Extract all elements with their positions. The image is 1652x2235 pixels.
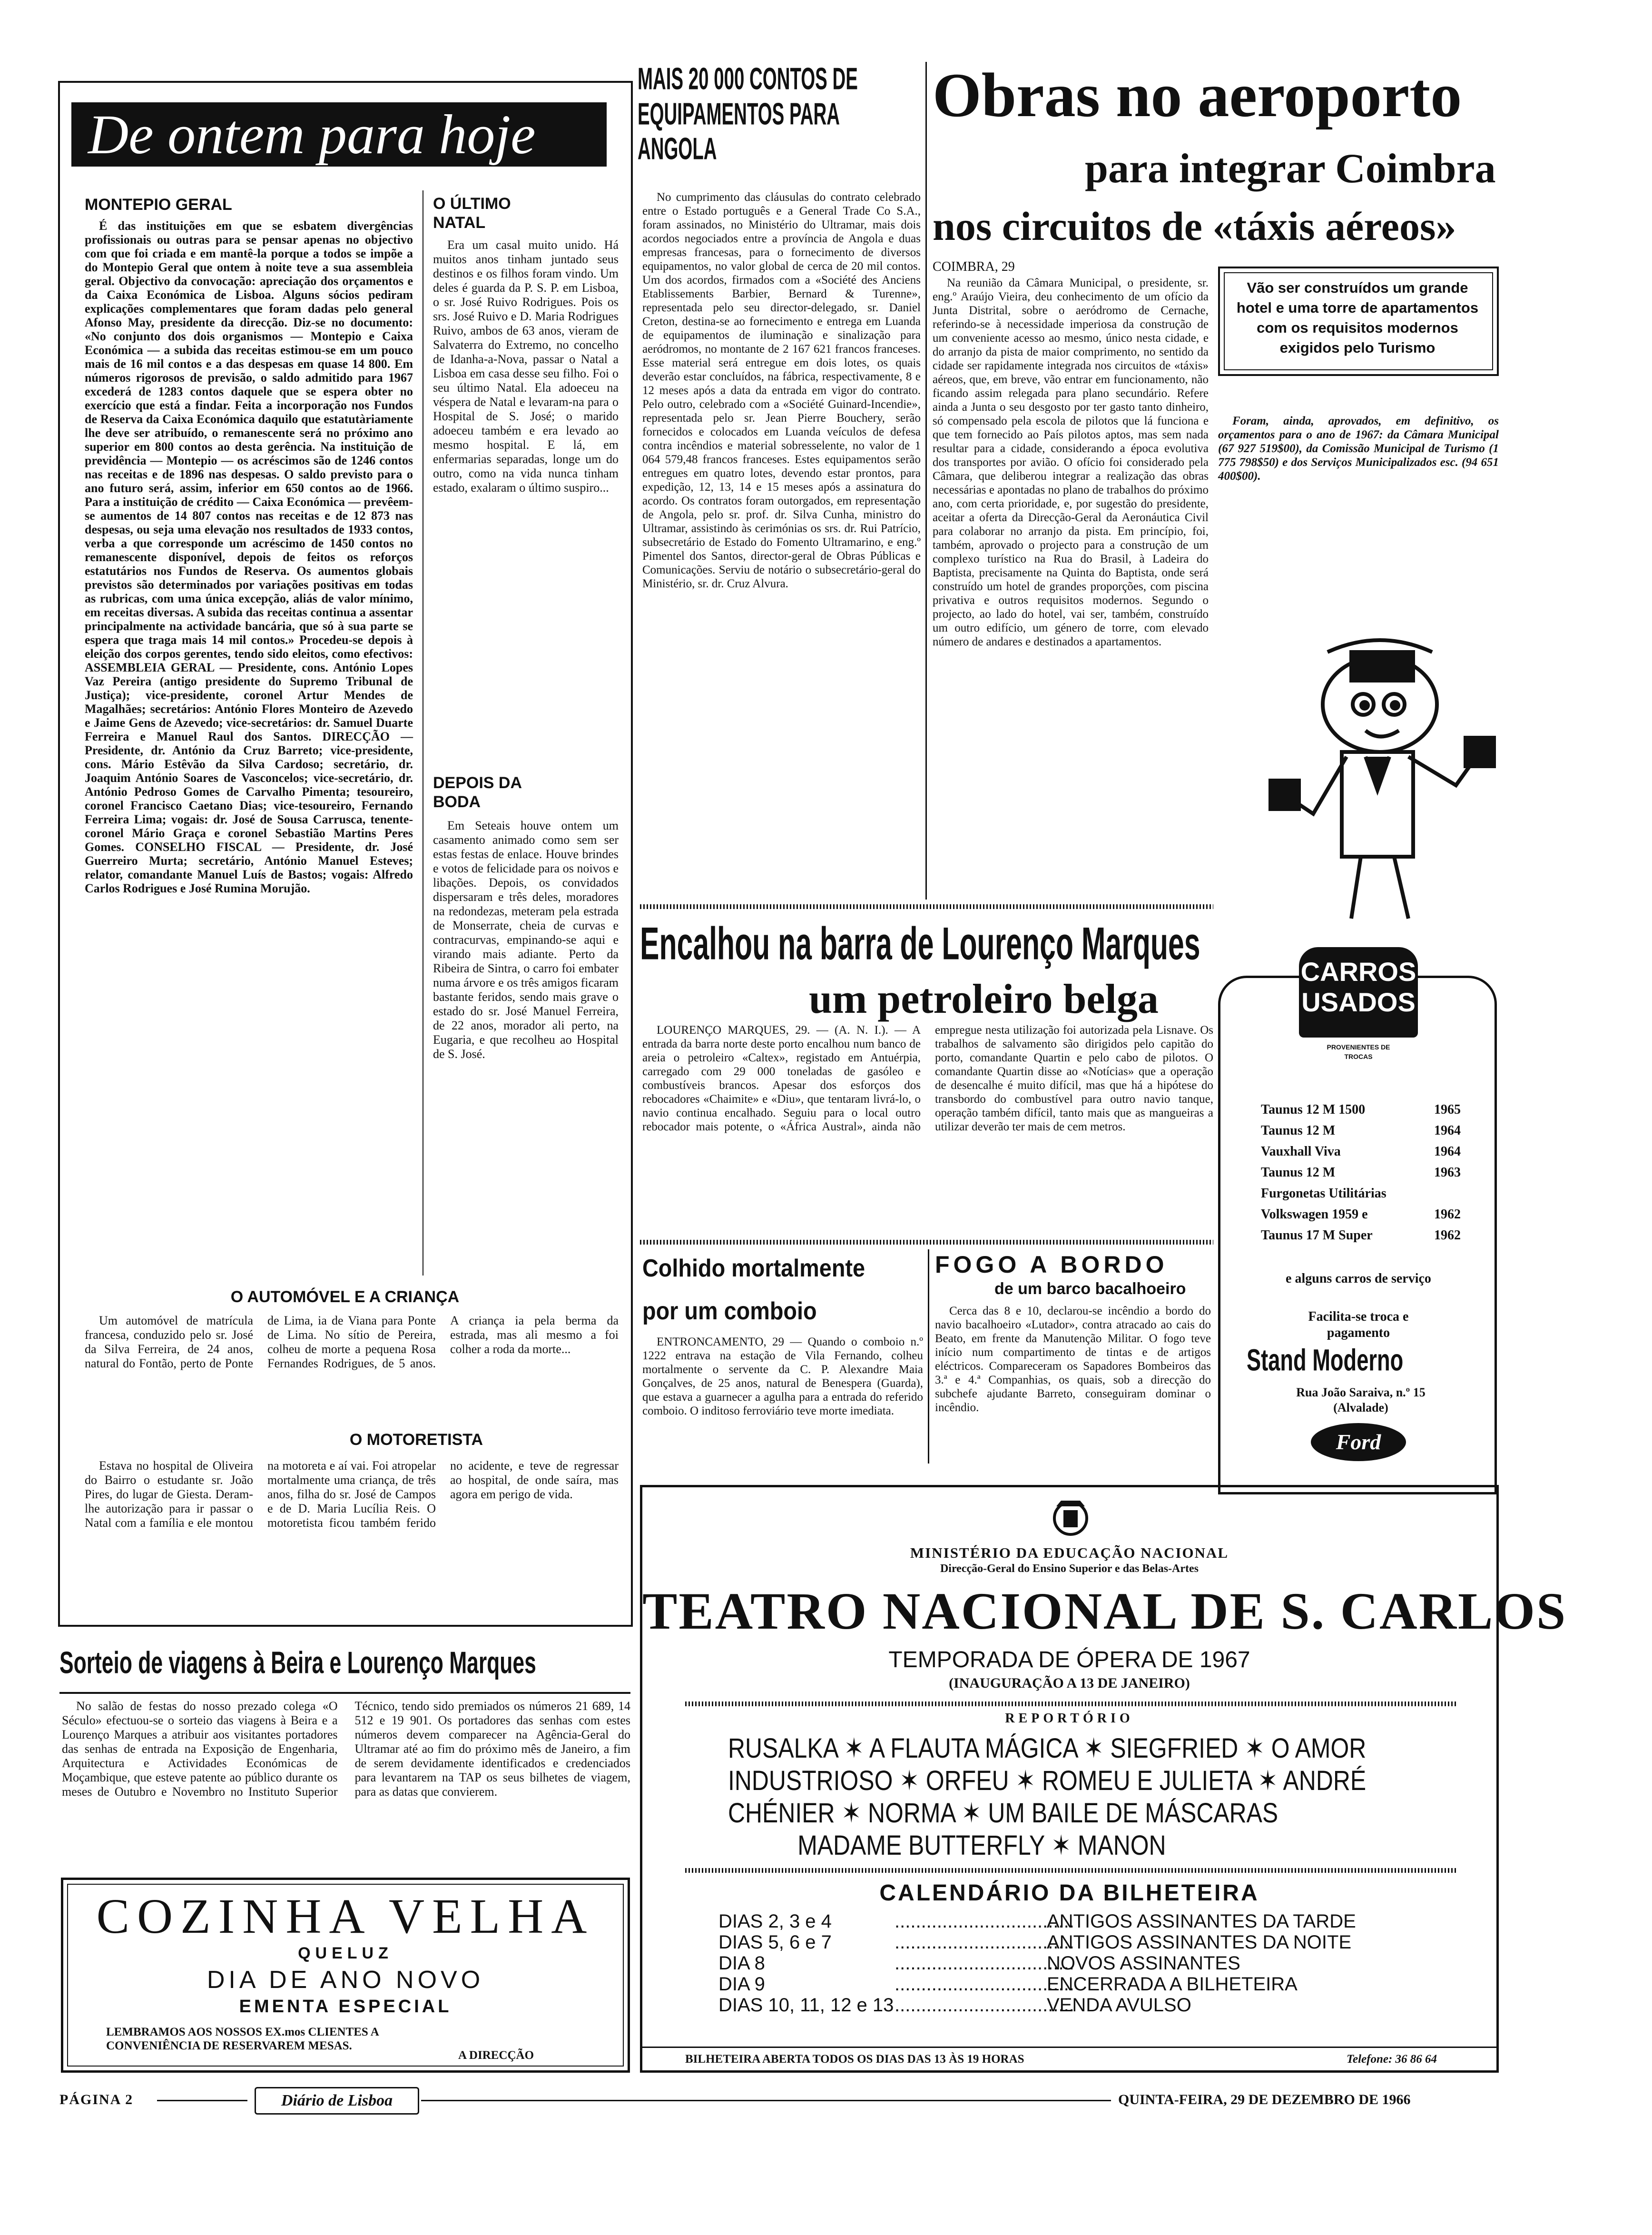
aeroporto-title: Obras no aeroporto — [933, 60, 1462, 130]
sao-carlos-ad — [640, 1485, 1567, 2073]
sao-carlos-title: TEATRO NACIONAL DE S. CARLOS — [642, 1582, 1567, 1640]
cozinha-sign: A DIRECÇÃO — [458, 2049, 534, 2062]
footer-paper-text: Diário de Lisboa — [281, 2092, 393, 2109]
footer-page: PÁGINA 2 — [59, 2092, 134, 2107]
rep-line: CHÉNIER ✶ NORMA ✶ UM BAILE DE MÁSCARAS — [728, 1798, 1278, 1829]
carros-title2: USADOS — [1301, 987, 1416, 1017]
montepio-body: É das instituições em que se esbatem divergências profissionais ou outras para se pensar apenas no objectivo com que foi criada e em mantê-la porque a todos se impõe a do Montepio Geral que ontem à noite teve a sua assembleia geral. Objectivo da convocação: apreciação dos orçamentos e da Caixa Económica de Lisboa. Alguns sócios pediram explicações complementares que foram dadas pelo general Afonso May, presidente da direcção. Diz-se no documento: «No conjunto dos dois organismos — Montepio e Caixa Económica — a subida das receitas estimou-se em um pouco mais de 16 mil contos e a das despesas em quase 14 800. Em números rigorosos de previsão, o saldo admitido para 1967 excederá de 1283 contos daquele que se espera obter no exercício que está a findar. Feita a incorporação nos Fundos de Reserva da Caixa Económica daquilo que estatutàriamente lhe deve ser atribuído, o remanescente será no próximo ano superior em 800 contos ao desta gerência. Na instituição de previdência — Montepio — os acréscimos são de 1246 contos nas receitas e de 1896 nas despesas. O saldo previsto para o ano futuro será, assim, inferior em 650 contos ao de 1966. Para a instituição de crédito — Caixa Económica — prevêem-se aumentos de 14 807 contos nas receitas e de 12 873 nas despesas, ou seja uma elevação nos resultados de 1933 contos, verba a que corresponde um acréscimo de 1450 contos no remanescente disponível, depois de feitos os reforços estatutários nos Fundos de Reserva. Os aumentos globais previstos são determinados por variações positivas em todas as rubricas, com uma única excepção, aliás de valor mínimo, em receitas diversas. A subida das receitas continua a assentar principalmente na actividade bancária, que só à sua parte se espera que traga mais 14 mil contos.» Procedeu-se depois à eleição dos corpos gerentes, tendo sido eleitos, como efectivos: ASSEMBLEIA GERAL — Presidente, cons. António Lopes Vaz Pereira (antigo presidente do Supremo Tribunal de Justiça); vice-presidente, coronel Artur Mendes de Magalhães; secretários: António Flores Monteiro de Azevedo e Jaime Gens de Azevedo; vice-secretários: dr. Samuel Duarte Ferreira e Manuel Raul dos Santos. DIRECÇÃO — Presidente, dr. António da Cruz Barreto; vice-presidente, cons. Mário Estêvão da Silva Cardoso; secretário, dr. Joaquim António Soares de Vasconcelos; vice-secretário, dr. António Pedroso Gomes de Carvalho Pimenta; tesoureiro, coronel Francisco Caetano Dias; vice-tesoureiro, Fernando Ferreira Lima; vogais: dr. José de Sousa Carrusca, tenente-coronel Mário Graça e coronel Sebastião Martins Peres Gomes. CONSELHO FISCAL — Presidente, dr. José Guerreiro Murta; secretário, António Manuel Esteves; relator, comandante Manuel Luís de Bastos; vogais: Alfredo Carlos Rodrigues e José Rumina Morujão. — [85, 219, 413, 895]
opening: (INAUGURAÇÃO A 13 DE JANEIRO) — [949, 1675, 1190, 1691]
ford-logo — [1311, 1423, 1406, 1461]
montepio-text — [85, 219, 413, 1276]
fogo-title1: FOGO A BORDO — [935, 1251, 1168, 1278]
cozinha-line2: EMENTA ESPECIAL — [239, 1997, 452, 2017]
automovel-text — [85, 1314, 619, 1428]
aeroporto-box — [1218, 267, 1499, 376]
ultimo-natal-body: Era um casal muito unido. Há muitos anos tinham juntado seus destinos e os filhos foram vindo. Um deles é guarda da P. S. P. em Lisboa, o sr. José Ruivo Rodrigues. Pois os srs. José Ruivo e D. Maria Rodrigues Ruivo, ambos de 63 anos, vieram de Salvaterra do Extremo, no concelho de Idanha-a-Nova, passar o Natal a Lisboa em casa desse seu filho. Foi o seu último Natal. Ela adoeceu na véspera de Natal e levaram-na para o Hospital de S. José; o marido adoeceu também e era levado ao mesmo hospital. E lá, em enfermarias separadas, longe um do outro, como na vida nunca tinham estado, exalaram o último suspiro... — [433, 238, 619, 494]
depois-boda-body: Em Seteais houve ontem um casamento animado como sem ser estas festas de enlace. Houve brindes e votos de felicidade para os noivos e libações. Depois, os convidados dispersaram e três deles, moradores na redondezas, meteram pela estrada de Monserrate, cheia de curvas e contracurvas, empinando-se aqui e virando mais adiante. Perto da Ribeira de Sintra, o carro foi embater numa árvore e os três amigos ficaram bastante feridos, sendo mais grave o estado do sr. José Manuel Ferreira, de 22 anos, morador ali perto, na Eugaria, e que recolheu ao Hospital de S. José. — [433, 819, 619, 1061]
petroleiro-body: LOURENÇO MARQUES, 29. — (A. N. I.). — A entrada da barra norte deste porto encalhou num banco de areia o petroleiro «Caltex», registado em Antuérpia, carregado com 29 000 toneladas de gasóleo e combustíveis brancos. Apesar dos esforços dos rebocadores «Chaimite» e «Diu», que tentaram livrá-lo, o navio continua encalhado. Seguiu para o local outro rebocador mais potente, o «África Austral», ainda não empregue nesta utilização foi autorizada pela Lisnave. Os trabalhos de salvamento são dirigidos pelo capitão do porto, comandante Quartin e pelo cabo de pilotos. O comandante Quartin disse ao «Notícias» que a operação de desencalhe é muito difícil, mas que há a hipótese do transbordo do combustível para outro navio tanque, operação também difícil, tanto mais que as mangueiras a utilizar deverão ter mais de cem metros. — [642, 1024, 1213, 1133]
carros-extra1: e alguns carros de serviço — [1286, 1271, 1431, 1286]
carros-ad — [1218, 947, 1499, 1499]
depois-boda-text — [433, 819, 619, 1271]
ford-logo-text: Ford — [1336, 1430, 1381, 1454]
carros-title1: CARROS — [1300, 957, 1416, 987]
footer-date: QUINTA-FEIRA, 29 DE DEZEMBRO DE 1966 — [1118, 2092, 1411, 2107]
ultimo-natal-title: O ÚLTIMO NATAL — [433, 195, 511, 232]
montepio-title: MONTEPIO GERAL — [85, 196, 232, 214]
angola-body: No cumprimento das cláusulas do contrato celebrado entre o Estado português e a General Trade Co S.A., foram assinados, no Ministério do Ultramar, mais dois acordos negociados entre a província de Angola e duas empresas francesas, para o fornecimento de diversos equipamentos, no valor global de cerca de 20 mil contos. Um dos acordos, firmados com a «Société des Anciens Etablissements Barbier, Bernard & Turenne», representada pelo seu director-delegado, sr. Daniel Creton, destina-se ao fornecimento e entrega em Luanda de equipamentos de iluminação e sinalização para aeródromos, no montante de 2 167 621 francos franceses. Esse material será entregue em dois lotes, os quais deverão estar concluídos, na fábrica, respectivamente, 8 e 12 meses após a data da entrada em vigor do contrato. Pelo outro, celebrado com a «Société Guinard-Incendie», representada pelo sr. Jean Pierre Bouchery, serão fornecidos e colocados em Luanda veículos de defesa contra incêndios e material sobresselente, no valor de 1 064 579,48 francos franceses. Estes equipamentos serão entregues em quatro lotes, devendo estar prontos, para expedição, 12, 13, 14 e 15 meses após a assinatura do acordo. Os contratos foram outorgados, em representação de Angola, pelo sr. prof. dr. Silva Cunha, ministro do Ultramar, assistindo às cerimónias os srs. dr. Rui Patrício, subsecretário de Estado do Fomento Ultramarino, e eng.º Pimentel dos Santos, director-geral de Obras Públicas e Comunicações. Serviu de notário o subsecretário-geral do Ministério, sr. dr. Cruz Alvura. — [642, 191, 921, 590]
ultimo-natal-text — [433, 238, 619, 766]
carros-row: Furgonetas Utilitárias — [1261, 1186, 1386, 1201]
cal-title: CALENDÁRIO DA BILHETEIRA — [879, 1880, 1259, 1906]
carros-row: Taunus 12 M 1963 — [1261, 1165, 1461, 1180]
rep-line: MADAME BUTTERFLY ✶ MANON — [797, 1830, 1166, 1861]
carros-list — [1261, 1099, 1461, 1246]
sorteio-title: Sorteio de viagens à Beira e Lourenço Marques — [59, 1645, 536, 1680]
depois-boda-title: DEPOIS DA BODA — [433, 774, 521, 811]
petroleiro-title2: um petroleiro belga — [809, 976, 1159, 1022]
carros-row: Volkswagen 1959 e 1962 — [1261, 1207, 1461, 1222]
angola-title — [638, 62, 859, 167]
rep-line: RUSALKA ✶ A FLAUTA MÁGICA ✶ SIEGFRIED ✶ O AMOR — [728, 1733, 1367, 1764]
aeroporto-text-1 — [933, 276, 1209, 895]
automovel-body: Um automóvel de matrícula francesa, conduzido pelo sr. José da Silva Ferreira, de 24 anos, natural do Fontão, perto de Ponte de Lima, ia de Viana para Ponte de Lima. No sítio de Pereira, colheu de morte a pequena Rosa Fernandes Rodrigues, de 5 anos. A criança ia pela berma da estrada, mas ali mesmo a foi colher a roda da morte... — [85, 1314, 619, 1370]
motoretista-body: Estava no hospital de Oliveira do Bairro o estudante sr. João Pires, do lugar de Giesta. Deram-lhe autorização para ir passar o Natal com a família e ele montou na motoreta e aí vai. Foi atropelar mortalmente uma criança, de três anos, filha do sr. José de Campos e de D. Maria Lucília Reis. O motoretista ficou também ferido no acidente, e teve de regressar ao hospital, de onde saíra, mas agora em perigo de vida. — [85, 1459, 619, 1530]
carros-tag: PROVENIENTES DE TROCAS — [1327, 1043, 1390, 1060]
aeroporto-italic: Foram, ainda, aprovados, em definitivo, os orçamentos para o ano de 1967: da Câmara Municipal (67 927 519$00), da Comissão Municipal de Turismo (1 775 798$50) e dos Serviços Municipalizados esc. (94 651 400$00). — [1218, 415, 1499, 483]
cozinha-place: QUELUZ — [298, 1944, 393, 1962]
direction: Direcção-Geral do Ensino Superior e das Belas-Artes — [940, 1563, 1199, 1575]
carros-row: Taunus 12 M 1964 — [1261, 1123, 1461, 1138]
carros-row: Vauxhall Viva 1964 — [1261, 1144, 1461, 1159]
comboio-title1: Colhido mortalmente — [642, 1255, 865, 1282]
banner-title: De ontem para hoje — [88, 103, 536, 166]
aeroporto-box-text: Vão ser construídos um grande hotel e uma torre de apartamentos com os requisitos modernos exigidos pelo Turismo — [1236, 279, 1479, 356]
calendar — [718, 1911, 1423, 2016]
cozinha-title: COZINHA VELHA — [96, 1889, 595, 1944]
motoretista-title: O MOTORETISTA — [349, 1431, 483, 1449]
fogo-text — [935, 1304, 1211, 1466]
ministry: MINISTÉRIO DA EDUCAÇÃO NACIONAL — [910, 1544, 1229, 1561]
cozinha-ad — [61, 1878, 630, 2073]
cal-row: DIA 9 .................................. ENCERRADA A BILHETEIRA — [718, 1974, 1298, 1995]
aeroporto-text-2 — [1218, 414, 1499, 614]
rep-line: INDUSTRIOSO ✶ ORFEU ✶ ROMEU E JULIETA ✶ ANDRÉ — [728, 1765, 1367, 1796]
petroleiro-title1: Encalhou na barra de Lourenço Marques — [640, 918, 1200, 969]
carros-stand: Stand Moderno — [1247, 1343, 1404, 1377]
cozinha-line1: DIA DE ANO NOVO — [206, 1966, 484, 1994]
cal-row: DIA 8 .................................. NOVOS ASSINANTES — [718, 1953, 1240, 1974]
season: TEMPORADA DE ÓPERA DE 1967 — [888, 1647, 1250, 1672]
repertoire — [728, 1732, 1367, 1862]
fogo-body: Cerca das 8 e 10, declarou-se incêndio a bordo do navio bacalhoeiro «Lutador», contra atracado ao cais do Beato, em frente da Manutenção Militar. O fogo teve início num compartimento de tintas e de artigos eléctricos. Compareceram os Sapadores Bombeiros das 3.ª e 4.ª Companhias, os quais, sob a direcção do subchefe ajudante Barreto, conseguiram dominar o incêndio. — [935, 1305, 1211, 1414]
ad-illustration — [1256, 633, 1504, 928]
aeroporto-subtitle1: para integrar Coimbra — [1085, 146, 1496, 192]
comboio-body: ENTRONCAMENTO, 29 — Quando o comboio n.º 1222 entrava na estação de Vila Fernando, colheu mortalmente o servente da C. P. Alexandre Maia Gonçalves, de 25 anos, natural de Benespera (Guarda), que estava a guarnecer a agulha para a entrada do referido comboio. O inditoso ferroviário teve morte imediata. — [642, 1335, 923, 1417]
carros-address: Rua João Saraiva, n.º 15 (Alvalade) — [1296, 1385, 1426, 1414]
comboio-text — [642, 1335, 923, 1468]
box-office: BILHETEIRA ABERTA TODOS OS DIAS DAS 13 ÀS 19 HORAS — [685, 2053, 1024, 2066]
carros-row: Taunus 17 M Super 1962 — [1261, 1228, 1461, 1243]
cal-row: DIAS 10, 11, 12 e 13 .................................. VENDA AVULSO — [718, 1995, 1191, 2016]
footer-paper — [255, 2087, 419, 2115]
automovel-title: O AUTOMÓVEL E A CRIANÇA — [230, 1288, 460, 1306]
sorteio-body: No salão de festas do nosso prezado colega «O Século» efectuou-se o sorteio das viagens à Beira e a Lourenço Marques a atribuir aos visitantes portadores das senhas de entrada na Exposição de Engenharia, Arquitectura e Actividades Económicas de Moçambique, que esteve patente ao público durante os meses de Outubro e Novembro no Instituto Superior Técnico, tendo sido premiados os números 21 689, 14 512 e 19 901. Os portadores das senhas com estes números devem comparecer na Agência-Geral do Ultramar até ao fim do próximo mês de Janeiro, a fim de serem devidamente identificados e credenciados para levantarem na TAP os seus bilhetes de viagem, para as datas que convierem. — [62, 1699, 630, 1799]
coat-of-arms-icon — [1047, 1497, 1094, 1540]
sorteio-text — [62, 1699, 630, 1866]
aeroporto-body: Na reunião da Câmara Municipal, o presidente, sr. eng.º Araújo Vieira, deu conhecimento de um ofício da Junta Distrital, sobre o aeródromo de Cernache, referindo-se à necessidade imperiosa da construção de um conveniente acesso ao mesmo, único nesta cidade, e do arranjo da pista de maior comprimento, no sentido da cidade ser rapidamente integrada nos circuitos de «táxis» aéreos, que, em breve, vão entrar em funcionamento, não ficando assim relegada para plano secundário. Refere ainda a Junta o seu desgosto por ter gasto tanto dinheiro, só compensado pela escola de pilotos que lá funciona e que tem fornecido ao País pilotos aptos, mas sem nada resultar para a cidade, considerando a época evolutiva dos transportes por avião. O ofício foi considerado pela Câmara, que deliberou integrar a realização das obras necessárias e apontadas no plano de trabalhos do próximo ano, com certa prioridade, e, por sugestão do presidente, aceitar a oferta da Direcção-Geral da Aeronáutica Civil para colaborar no arranjo da pista. Em princípio, foi, também, aprovado o projecto para a construção de um complexo turístico na Rua do Brasil, à Ladeira do Baptista, precisamente na Quinta do Baptista, onde será construído um hotel de grandes proporções, com piscina privativa e outros requisitos modernos. Segundo o projecto, ao lado do hotel, vai ser, também, construído um outro edifício, um género de torre, com elevado número de andares e destinados a apartamentos. — [933, 277, 1209, 648]
banner — [71, 102, 607, 167]
cal-row: DIAS 2, 3 e 4 .................................. ANTIGOS ASSINANTES DA TARDE — [718, 1911, 1356, 1932]
angola-title-text: MAIS 20 000 CONTOS DE EQUIPAMENTOS PARA ANGOLA — [638, 62, 858, 167]
comboio-title2: por um comboio — [642, 1297, 817, 1325]
rep-label: REPORTÓRIO — [1005, 1711, 1134, 1726]
carros-row: Taunus 12 M 1500 1965 — [1261, 1102, 1461, 1117]
motoretista-text — [85, 1459, 619, 1616]
phone: Telefone: 36 86 64 — [1347, 2053, 1437, 2066]
aeroporto-subtitle2: nos circuitos de «táxis aéreos» — [933, 203, 1456, 249]
aeroporto-dateline: COIMBRA, 29 — [933, 259, 1015, 274]
man-figure-icon — [1270, 640, 1494, 919]
cozinha-notice: LEMBRAMOS AOS NOSSOS EX.mos CLIENTES A CONVENIÊNCIA DE RESERVAREM MESAS. — [106, 2026, 379, 2052]
carros-extra2: Facilita-se troca e pagamento — [1308, 1309, 1409, 1340]
angola-text — [642, 190, 921, 909]
cal-row: DIAS 5, 6 e 7 .................................. ANTIGOS ASSINANTES DA NOITE — [718, 1932, 1352, 1953]
fogo-title2: de um barco bacalhoeiro — [994, 1280, 1186, 1298]
petroleiro-text — [642, 1023, 1213, 1237]
